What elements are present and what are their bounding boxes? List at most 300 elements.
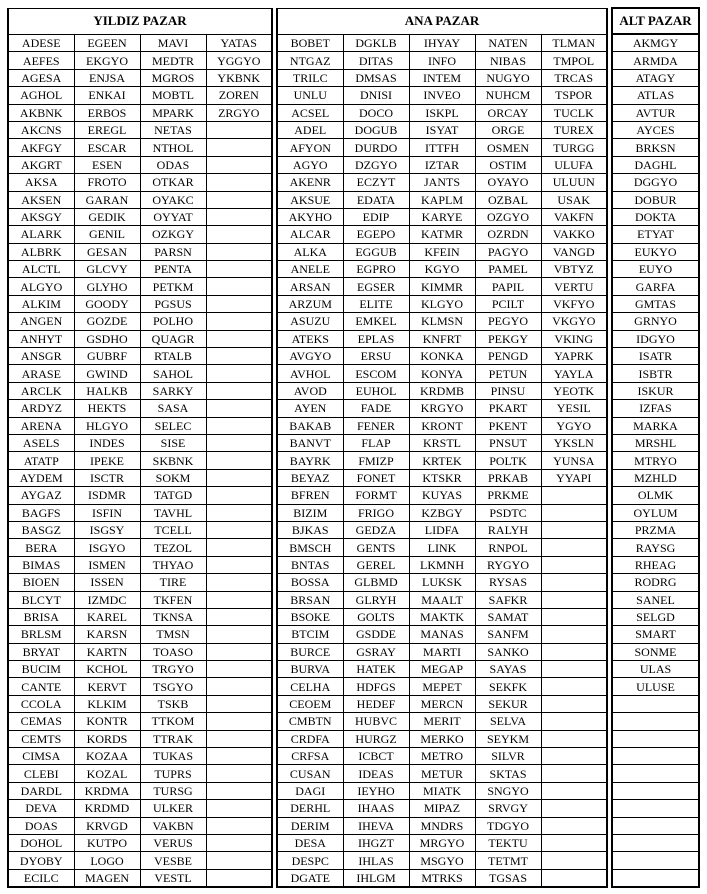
alt-ticker-cell: BRKSN [612, 139, 699, 156]
yildiz-ticker-cell: TIRE [140, 574, 206, 591]
ana-ticker-cell: TRILC [277, 69, 343, 86]
yildiz-ticker-cell: ISFIN [74, 504, 140, 521]
alt-ticker-cell: AKMGY [612, 34, 699, 52]
table-row [8, 765, 699, 782]
market-table-container [7, 7, 700, 888]
ana-ticker-cell: KIMMR [409, 278, 475, 295]
yildiz-ticker-cell: KLKIM [74, 695, 140, 712]
yildiz-ticker-cell [206, 452, 272, 469]
ana-ticker-cell [541, 748, 607, 765]
table-row [8, 278, 699, 295]
table-row [8, 487, 699, 504]
table-row [8, 69, 699, 86]
yildiz-ticker-cell: CANTE [8, 678, 74, 695]
yildiz-ticker-cell: SAHOL [140, 365, 206, 382]
ana-ticker-cell: IHAAS [343, 800, 409, 817]
yildiz-ticker-cell: OZKGY [140, 226, 206, 243]
yildiz-ticker-cell: LOGO [74, 852, 140, 869]
yildiz-ticker-cell: AKGRT [8, 156, 74, 173]
yildiz-ticker-cell: KOZAL [74, 765, 140, 782]
ana-ticker-cell: ADEL [277, 121, 343, 138]
ana-ticker-cell: TURGG [541, 139, 607, 156]
yildiz-ticker-cell [206, 417, 272, 434]
yildiz-ticker-cell [206, 469, 272, 486]
yildiz-ticker-cell: GARAN [74, 191, 140, 208]
ana-ticker-cell: KRONT [409, 417, 475, 434]
ana-ticker-cell: SELVA [475, 713, 541, 730]
ana-ticker-cell: MSGYO [409, 852, 475, 869]
ana-ticker-cell: MIPAZ [409, 800, 475, 817]
yildiz-ticker-cell: VERUS [140, 834, 206, 851]
ana-ticker-cell: RYGYO [475, 556, 541, 573]
ana-ticker-cell: CUSAN [277, 765, 343, 782]
alt-ticker-cell: OYLUM [612, 504, 699, 521]
yildiz-ticker-cell: MAGEN [74, 869, 140, 887]
ana-ticker-cell: DESA [277, 834, 343, 851]
yildiz-ticker-cell: GENIL [74, 226, 140, 243]
ana-ticker-cell: IHLAS [343, 852, 409, 869]
ana-ticker-cell: BAKAB [277, 417, 343, 434]
ana-ticker-cell [541, 574, 607, 591]
yildiz-ticker-cell: THYAO [140, 556, 206, 573]
yildiz-ticker-cell [206, 591, 272, 608]
yildiz-ticker-cell [206, 574, 272, 591]
alt-ticker-cell [612, 782, 699, 799]
yildiz-ticker-cell: AKSA [8, 174, 74, 191]
ana-ticker-cell: GEDZA [343, 521, 409, 538]
ana-ticker-cell: ALKA [277, 243, 343, 260]
ana-ticker-cell: ULUUN [541, 174, 607, 191]
ana-ticker-cell: DAGI [277, 782, 343, 799]
ana-ticker-cell [541, 591, 607, 608]
yildiz-ticker-cell [206, 608, 272, 625]
yildiz-ticker-cell: ALBRK [8, 243, 74, 260]
ana-ticker-cell: HDFGS [343, 678, 409, 695]
ana-ticker-cell: METUR [409, 765, 475, 782]
alt-ticker-cell: SELGD [612, 608, 699, 625]
ana-ticker-cell: DERHL [277, 800, 343, 817]
ana-ticker-cell: DOGUB [343, 121, 409, 138]
yildiz-ticker-cell: ESEN [74, 156, 140, 173]
ana-ticker-cell: GEREL [343, 556, 409, 573]
yildiz-ticker-cell: KERVT [74, 678, 140, 695]
ana-ticker-cell: PNSUT [475, 434, 541, 451]
yildiz-ticker-cell [206, 261, 272, 278]
yildiz-ticker-cell: SASA [140, 400, 206, 417]
yildiz-ticker-cell: CCOLA [8, 695, 74, 712]
ana-ticker-cell: BURVA [277, 661, 343, 678]
ana-ticker-cell: PEGYO [475, 313, 541, 330]
ana-ticker-cell: SEKUR [475, 695, 541, 712]
yildiz-ticker-cell: HALKB [74, 382, 140, 399]
yildiz-ticker-cell: NETAS [140, 121, 206, 138]
ana-ticker-cell: AVHOL [277, 365, 343, 382]
ana-ticker-cell: ECZYT [343, 174, 409, 191]
yildiz-ticker-cell: ZOREN [206, 87, 272, 104]
alt-ticker-cell [612, 869, 699, 887]
table-row [8, 400, 699, 417]
yildiz-ticker-cell: GWIND [74, 365, 140, 382]
yildiz-ticker-cell: AKBNK [8, 104, 74, 121]
ana-ticker-cell: MANAS [409, 626, 475, 643]
ana-ticker-cell: ICBCT [343, 748, 409, 765]
alt-ticker-cell [612, 800, 699, 817]
yildiz-ticker-cell [206, 852, 272, 869]
ana-ticker-cell: FMIZP [343, 452, 409, 469]
yildiz-ticker-cell: AKSEN [8, 191, 74, 208]
alt-ticker-cell: MARKA [612, 417, 699, 434]
ana-ticker-cell: KGYO [409, 261, 475, 278]
yildiz-ticker-cell: TRGYO [140, 661, 206, 678]
ana-ticker-cell: EGPRO [343, 261, 409, 278]
yildiz-ticker-cell: ISGSY [74, 521, 140, 538]
alt-ticker-cell: ULUSE [612, 678, 699, 695]
ana-ticker-cell: EGGUB [343, 243, 409, 260]
ana-ticker-cell [541, 730, 607, 747]
ana-ticker-cell: BJKAS [277, 521, 343, 538]
ana-ticker-cell: BANVT [277, 434, 343, 451]
ana-ticker-cell: POLTK [475, 452, 541, 469]
yildiz-ticker-cell [206, 156, 272, 173]
alt-ticker-cell: ISKUR [612, 382, 699, 399]
ana-ticker-cell: YESIL [541, 400, 607, 417]
ana-ticker-cell: MAALT [409, 591, 475, 608]
ana-ticker-cell: SAFKR [475, 591, 541, 608]
table-row [8, 139, 699, 156]
table-row [8, 87, 699, 104]
yildiz-pazar-header: YILDIZ PAZAR [8, 8, 272, 34]
table-row [8, 104, 699, 121]
yildiz-ticker-cell: BLCYT [8, 591, 74, 608]
ana-ticker-cell: BMSCH [277, 539, 343, 556]
yildiz-ticker-cell: ISCTR [74, 469, 140, 486]
yildiz-ticker-cell: TSKB [140, 695, 206, 712]
table-row [8, 869, 699, 887]
yildiz-ticker-cell: ASELS [8, 434, 74, 451]
ana-ticker-cell: ARZUM [277, 295, 343, 312]
ana-ticker-cell: BIZIM [277, 504, 343, 521]
yildiz-ticker-cell: ALKIM [8, 295, 74, 312]
yildiz-ticker-cell: OTKAR [140, 174, 206, 191]
alt-ticker-cell: ATLAS [612, 87, 699, 104]
alt-ticker-cell: OLMK [612, 487, 699, 504]
alt-ticker-cell: MZHLD [612, 469, 699, 486]
yildiz-ticker-cell: VAKBN [140, 817, 206, 834]
ana-ticker-cell: ARSAN [277, 278, 343, 295]
yildiz-ticker-cell: FROTO [74, 174, 140, 191]
ana-ticker-cell: KNFRT [409, 330, 475, 347]
yildiz-ticker-cell: KOZAA [74, 748, 140, 765]
ana-ticker-cell: TMPOL [541, 52, 607, 69]
yildiz-ticker-cell: ARDYZ [8, 400, 74, 417]
alt-ticker-cell: SONME [612, 643, 699, 660]
yildiz-ticker-cell [206, 400, 272, 417]
alt-ticker-cell: RAYSG [612, 539, 699, 556]
ana-ticker-cell: LIDFA [409, 521, 475, 538]
ana-ticker-cell: OZBAL [475, 191, 541, 208]
yildiz-ticker-cell: BASGZ [8, 521, 74, 538]
ana-ticker-cell: NIBAS [475, 52, 541, 69]
yildiz-ticker-cell: ISDMR [74, 487, 140, 504]
ana-ticker-cell: VERTU [541, 278, 607, 295]
ana-ticker-cell: DNISI [343, 87, 409, 104]
ana-ticker-cell: EGSER [343, 278, 409, 295]
ana-ticker-cell [541, 521, 607, 538]
yildiz-ticker-cell: CLEBI [8, 765, 74, 782]
yildiz-ticker-cell [206, 313, 272, 330]
ana-ticker-cell: OZRDN [475, 226, 541, 243]
yildiz-ticker-cell: MOBTL [140, 87, 206, 104]
ana-ticker-cell [541, 661, 607, 678]
alt-ticker-cell: AVTUR [612, 104, 699, 121]
ana-ticker-cell: LINK [409, 539, 475, 556]
ana-ticker-cell: KRTEK [409, 452, 475, 469]
ana-ticker-cell: VAKFN [541, 208, 607, 225]
ana-ticker-cell: SNGYO [475, 782, 541, 799]
yildiz-ticker-cell [206, 539, 272, 556]
ana-ticker-cell: SAYAS [475, 661, 541, 678]
yildiz-ticker-cell: AKCNS [8, 121, 74, 138]
yildiz-ticker-cell: AEFES [8, 52, 74, 69]
ana-ticker-cell: KRGYO [409, 400, 475, 417]
yildiz-ticker-cell: YATAS [206, 34, 272, 52]
ana-ticker-cell: BFREN [277, 487, 343, 504]
alt-ticker-cell: IZFAS [612, 400, 699, 417]
ana-ticker-cell: BSOKE [277, 608, 343, 625]
yildiz-ticker-cell: GSDHO [74, 330, 140, 347]
ana-ticker-cell: HATEK [343, 661, 409, 678]
ana-ticker-cell: FRIGO [343, 504, 409, 521]
yildiz-ticker-cell: MPARK [140, 104, 206, 121]
yildiz-ticker-cell: ALARK [8, 226, 74, 243]
table-row [8, 382, 699, 399]
ana-ticker-cell: MAKTK [409, 608, 475, 625]
yildiz-ticker-cell: PENTA [140, 261, 206, 278]
ana-ticker-cell: USAK [541, 191, 607, 208]
ana-ticker-cell: INTEM [409, 69, 475, 86]
table-row [8, 695, 699, 712]
ana-ticker-cell: PAMEL [475, 261, 541, 278]
alt-ticker-cell: ISBTR [612, 365, 699, 382]
ana-ticker-cell: DESPC [277, 852, 343, 869]
yildiz-ticker-cell: IZMDC [74, 591, 140, 608]
table-row [8, 417, 699, 434]
ana-ticker-cell: KRSTL [409, 434, 475, 451]
yildiz-ticker-cell: ODAS [140, 156, 206, 173]
yildiz-ticker-cell: GOODY [74, 295, 140, 312]
yildiz-ticker-cell: ATATP [8, 452, 74, 469]
ana-ticker-cell: PKENT [475, 417, 541, 434]
alt-ticker-cell: MRSHL [612, 434, 699, 451]
yildiz-ticker-cell: ANGEN [8, 313, 74, 330]
ana-ticker-cell: TUCLK [541, 104, 607, 121]
table-row [8, 556, 699, 573]
ana-ticker-cell: KONKA [409, 348, 475, 365]
yildiz-ticker-cell [206, 661, 272, 678]
ana-ticker-cell: FORMT [343, 487, 409, 504]
ana-ticker-cell: INVEO [409, 87, 475, 104]
table-row [8, 313, 699, 330]
ana-ticker-cell: AKYHO [277, 208, 343, 225]
ana-ticker-cell: VKING [541, 330, 607, 347]
ana-ticker-cell: DMSAS [343, 69, 409, 86]
yildiz-ticker-cell: ANSGR [8, 348, 74, 365]
table-row [8, 348, 699, 365]
yildiz-ticker-cell: TUPRS [140, 765, 206, 782]
yildiz-ticker-cell: ARASE [8, 365, 74, 382]
yildiz-ticker-cell: GLCVY [74, 261, 140, 278]
yildiz-ticker-cell: BIMAS [8, 556, 74, 573]
table-row [8, 261, 699, 278]
ana-ticker-cell: PETUN [475, 365, 541, 382]
ana-ticker-cell: MTRKS [409, 869, 475, 887]
yildiz-ticker-cell: ULKER [140, 800, 206, 817]
yildiz-ticker-cell: DYOBY [8, 852, 74, 869]
ana-ticker-cell: TEKTU [475, 834, 541, 851]
alt-ticker-cell [612, 817, 699, 834]
yildiz-ticker-cell: AYGAZ [8, 487, 74, 504]
ana-ticker-cell: HUBVC [343, 713, 409, 730]
table-row [8, 834, 699, 851]
ana-ticker-cell: KLGYO [409, 295, 475, 312]
yildiz-ticker-cell [206, 365, 272, 382]
ana-ticker-cell: IEYHO [343, 782, 409, 799]
yildiz-ticker-cell: KARTN [74, 643, 140, 660]
ana-ticker-cell: KONYA [409, 365, 475, 382]
table-row [8, 156, 699, 173]
ana-ticker-cell: LKMNH [409, 556, 475, 573]
ana-ticker-cell [541, 817, 607, 834]
alt-ticker-cell: ULAS [612, 661, 699, 678]
yildiz-ticker-cell: IPEKE [74, 452, 140, 469]
ana-ticker-cell: BAYRK [277, 452, 343, 469]
table-row [8, 626, 699, 643]
ana-ticker-cell: EGEPO [343, 226, 409, 243]
yildiz-ticker-cell: ZRGYO [206, 104, 272, 121]
table-row [8, 504, 699, 521]
ana-ticker-cell: ATEKS [277, 330, 343, 347]
ana-ticker-cell: METRO [409, 748, 475, 765]
yildiz-ticker-cell [206, 800, 272, 817]
yildiz-ticker-cell: BRISA [8, 608, 74, 625]
yildiz-ticker-cell [206, 730, 272, 747]
ana-ticker-cell: KTSKR [409, 469, 475, 486]
ana-ticker-cell: MARTI [409, 643, 475, 660]
ana-ticker-cell: MERKO [409, 730, 475, 747]
ana-ticker-cell: FONET [343, 469, 409, 486]
alt-ticker-cell: RHEAG [612, 556, 699, 573]
ana-ticker-cell: ERSU [343, 348, 409, 365]
yildiz-ticker-cell [206, 295, 272, 312]
alt-ticker-cell: ATAGY [612, 69, 699, 86]
ana-ticker-cell: ACSEL [277, 104, 343, 121]
yildiz-ticker-cell: POLHO [140, 313, 206, 330]
ana-ticker-cell: ORGE [475, 121, 541, 138]
yildiz-ticker-cell [206, 834, 272, 851]
ana-ticker-cell: SRVGY [475, 800, 541, 817]
ana-ticker-cell: ORCAY [475, 104, 541, 121]
yildiz-ticker-cell [206, 504, 272, 521]
yildiz-ticker-cell: MEDTR [140, 52, 206, 69]
yildiz-ticker-cell: ECILC [8, 869, 74, 887]
yildiz-ticker-cell: INDES [74, 434, 140, 451]
yildiz-ticker-cell [206, 434, 272, 451]
alt-ticker-cell [612, 695, 699, 712]
ana-ticker-cell: KUYAS [409, 487, 475, 504]
ana-ticker-cell: HURGZ [343, 730, 409, 747]
alt-ticker-cell: ETYAT [612, 226, 699, 243]
alt-ticker-cell: IDGYO [612, 330, 699, 347]
table-row [8, 52, 699, 69]
ana-ticker-cell: EMKEL [343, 313, 409, 330]
yildiz-ticker-cell [206, 626, 272, 643]
yildiz-ticker-cell [206, 487, 272, 504]
ana-ticker-cell: KAPLM [409, 191, 475, 208]
ana-ticker-cell: OSMEN [475, 139, 541, 156]
ana-ticker-cell: CRDFA [277, 730, 343, 747]
yildiz-ticker-cell: SARKY [140, 382, 206, 399]
yildiz-ticker-cell: TATGD [140, 487, 206, 504]
yildiz-ticker-cell: TAVHL [140, 504, 206, 521]
ana-ticker-cell [541, 713, 607, 730]
ana-ticker-cell: YKSLN [541, 434, 607, 451]
ana-ticker-cell: RALYH [475, 521, 541, 538]
table-row [8, 295, 699, 312]
yildiz-ticker-cell [206, 278, 272, 295]
yildiz-ticker-cell [206, 174, 272, 191]
yildiz-ticker-cell: ALCTL [8, 261, 74, 278]
ana-ticker-cell: ASUZU [277, 313, 343, 330]
table-row [8, 34, 699, 52]
table-row [8, 643, 699, 660]
ana-ticker-cell: BOBET [277, 34, 343, 52]
yildiz-ticker-cell: BUCIM [8, 661, 74, 678]
alt-ticker-cell [612, 834, 699, 851]
ana-ticker-cell: INFO [409, 52, 475, 69]
alt-ticker-cell: GRNYO [612, 313, 699, 330]
ana-ticker-cell: ISYAT [409, 121, 475, 138]
table-row [8, 191, 699, 208]
table-row [8, 226, 699, 243]
yildiz-ticker-cell: MAVI [140, 34, 206, 52]
table-row [8, 748, 699, 765]
yildiz-ticker-cell: AKSGY [8, 208, 74, 225]
ana-ticker-cell: PRKAB [475, 469, 541, 486]
yildiz-ticker-cell: ISMEN [74, 556, 140, 573]
table-row [8, 661, 699, 678]
table-row [8, 469, 699, 486]
ana-ticker-cell: IHEVA [343, 817, 409, 834]
ana-ticker-cell: LUKSK [409, 574, 475, 591]
alt-ticker-cell [612, 852, 699, 869]
yildiz-ticker-cell: DEVA [8, 800, 74, 817]
table-row [8, 452, 699, 469]
alt-ticker-cell: GARFA [612, 278, 699, 295]
yildiz-ticker-cell: OYAKC [140, 191, 206, 208]
ana-ticker-cell: PRKME [475, 487, 541, 504]
alt-ticker-cell: DOBUR [612, 191, 699, 208]
yildiz-ticker-cell: ENJSA [74, 69, 140, 86]
ana-ticker-cell: TETMT [475, 852, 541, 869]
yildiz-ticker-cell: ENKAI [74, 87, 140, 104]
ana-ticker-cell: MNDRS [409, 817, 475, 834]
ana-ticker-cell: GSRAY [343, 643, 409, 660]
yildiz-ticker-cell: KAREL [74, 608, 140, 625]
ana-ticker-cell: ANELE [277, 261, 343, 278]
ana-ticker-cell: DGKLB [343, 34, 409, 52]
yildiz-ticker-cell: GLYHO [74, 278, 140, 295]
yildiz-ticker-cell: EGEEN [74, 34, 140, 52]
